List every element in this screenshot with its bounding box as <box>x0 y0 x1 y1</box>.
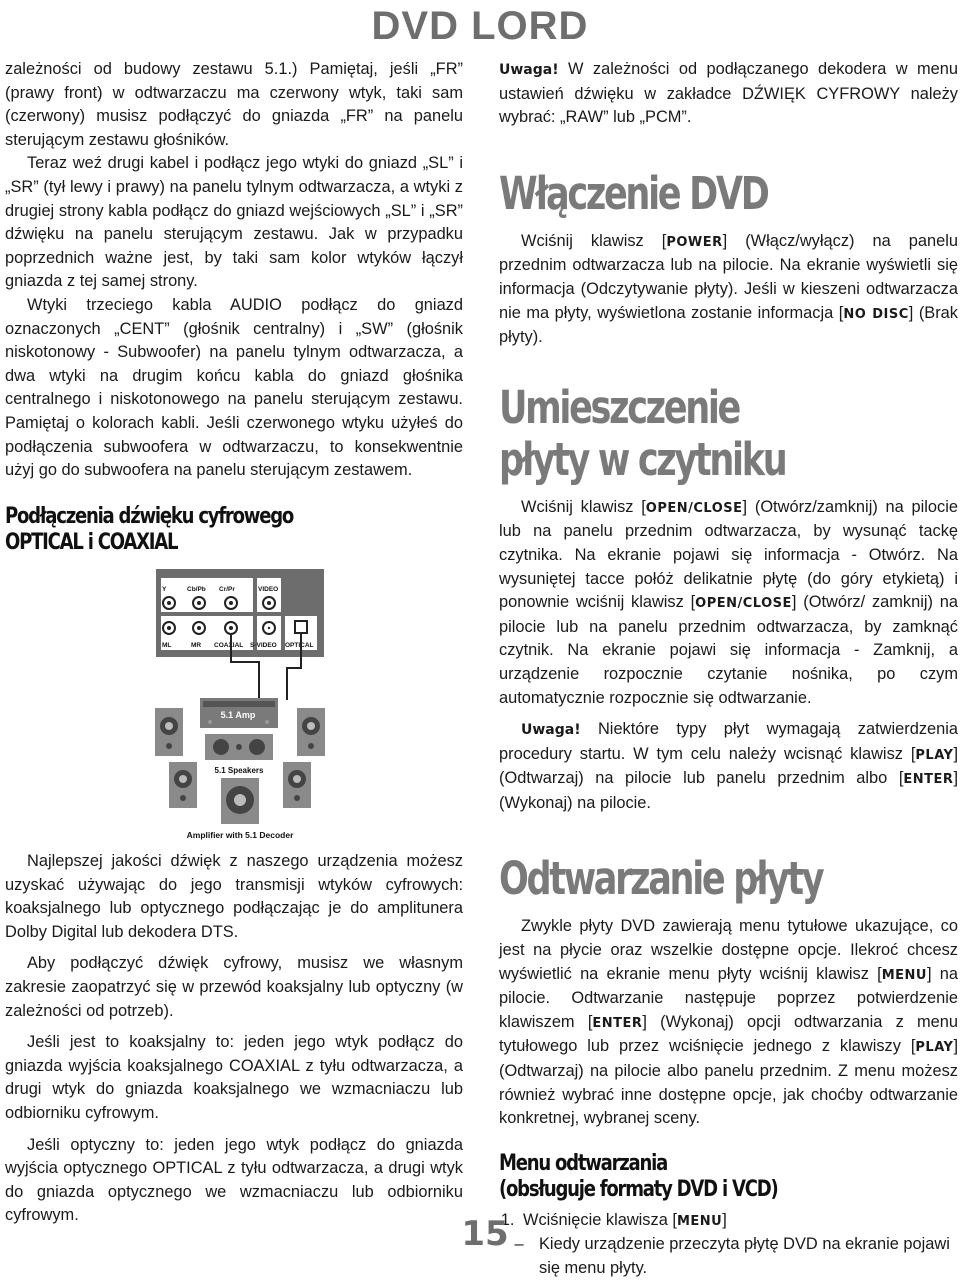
text-run: ] (Brak płyty). <box>499 303 958 347</box>
jack-label-svideo: S-VIDEO <box>250 642 277 649</box>
text-run: ] (Wykonaj) opcji odtwarzania z menu tytułowego lub przez wciśnięcie jednego z klawiszy [ <box>499 1012 958 1056</box>
text-run: ] na pilocie. Odtwarzanie następuje poprzez potwierdzenie klawiszem [ <box>499 964 958 1031</box>
connection-diagram <box>155 568 325 849</box>
text-run: ] (Odtwarzaj) na pilocie albo panelu przednim. Z menu możesz również wybrać inne dostępne opcje, jak choćby odtwarzanie konkretnej, wybranej sceny. <box>499 1037 958 1128</box>
note-paragraph <box>499 58 958 130</box>
section-title-menu <box>499 1151 958 1203</box>
text-run: Wciśnij klawisz [ <box>521 497 646 516</box>
key-play: PLAY <box>915 1040 954 1056</box>
speaker-front-left <box>155 708 183 756</box>
text-run: ] (Wykonaj) na pilocie. <box>499 769 958 812</box>
subwoofer <box>221 778 259 824</box>
paragraph <box>499 230 958 350</box>
right-column <box>499 58 958 1281</box>
jack-label-coaxial: COAXIAL <box>214 642 244 649</box>
jack-label-y: Y <box>162 586 167 593</box>
note-label: Uwaga! <box>499 62 559 78</box>
note-text: W zależności od podłączanego dekodera w menu ustawień dźwięku w zakładce DŹWIĘK CYFROWY należy wybrać: „RAW” lub „PCM”. <box>499 60 958 127</box>
dash-text: Kiedy urządzenie przeczyta płytę DVD na ekranie pojawi się menu płyty. <box>539 1235 950 1277</box>
paragraph: Aby podłączyć dźwięk cyfrowy, musisz we własnym zakresie zaopatrzyć się w przewód koaksjalny lub optyczny (w zależności od potrzeb). <box>5 954 463 1020</box>
jack-label-ml: ML <box>162 642 172 649</box>
jack-label-cr: Cr/Pr <box>219 586 235 593</box>
text-run: Wciśnij klawisz [ <box>521 231 667 250</box>
jack-label-cb: Cb/Pb <box>187 586 206 593</box>
speaker-center <box>205 734 273 760</box>
paragraph: Wtyki trzeciego kabla AUDIO podłącz do gniazd oznaczonych „CENT” (głośnik centralny) i „SW” (głośnik niskotonowy - Subwoofer) na panelu tylnym odtwarzacza, a dwa wtyki na drugim końcu kabla do gniazd głośnika centralnego i niskotonowego na panelu sterującym zestawu. Pamiętaj o kolorach kabli. Jeśli czerwonego wtyku użyłeś do podłączenia subwoofera w odtwarzaczu, to konsekwentnie użyj go do subwoofera na panelu sterującym zestawem. <box>5 295 463 480</box>
speakers-label: 5.1 Speakers <box>214 766 264 775</box>
key-enter: ENTER <box>903 772 954 788</box>
text-run: ] (Odtwarzaj) na pilocie lub panelu przednim albo [ <box>499 744 958 788</box>
note-label: Uwaga! <box>521 722 581 739</box>
jack-label-optical: OPTICAL <box>285 642 314 649</box>
section-title-power: Włączenie DVD <box>499 166 768 220</box>
key-no-disc: NO DISC <box>843 306 909 322</box>
key-menu: MENU <box>676 1213 723 1229</box>
heading-line: Menu odtwarzania <box>499 1150 668 1176</box>
key-open-close: OPEN/CLOSE <box>645 500 743 516</box>
text-run: ] <box>722 1210 727 1229</box>
heading-line: OPTICAL i COAXIAL <box>5 529 178 555</box>
amp-label: 5.1 Amp <box>220 710 256 720</box>
jack-label-video: VIDEO <box>258 586 279 593</box>
paragraph: Najlepszej jakości dźwięk z naszego urządzenia możesz uzyskać używając do jego transmisji wtyków cyfrowych: koaksjalnego lub optycznego podłączając je do amplitunera Dolby Digital lub dekodera DTS. <box>5 852 463 941</box>
paragraph: zależności od budowy zestawu 5.1.) Pamiętaj, jeśli „FR” (prawy front) w odtwarzaczu ma czerwony wtyk, taki sam (czerwony) musisz podłączyć do gniazda „FR” na panelu sterującym zestawu głośników. <box>5 60 463 149</box>
key-open-close: OPEN/CLOSE <box>695 596 792 612</box>
key-enter: ENTER <box>592 1015 643 1031</box>
dash-mark: – <box>514 1235 524 1254</box>
speaker-rear-right <box>283 762 311 808</box>
heading-line: (obsługuje formaty DVD i VCD) <box>499 1176 778 1202</box>
text-run: ] (Włącz/wyłącz) na panelu przednim odtwarzacza lub na pilocie. Na ekranie wyświetli się informacja (Odczytywanie płyty). Jeśli w kieszeni odtwarzacza nie ma płyty, wyświetlona zostanie informacja [ <box>499 231 958 322</box>
section-title-disc <box>499 382 958 486</box>
figure-caption: Amplifier with 5.1 Decoder <box>186 830 294 840</box>
digital-audio-heading <box>5 504 463 556</box>
key-menu: MENU <box>881 967 927 983</box>
heading-line: Podłączenia dźwięku cyfrowego <box>5 503 294 529</box>
text-run: ] (Otwórz/ zamknij) na pilocie lub na panelu przednim odtwarzacza, by zamknąć czytnik. Na ekranie pojawi się informacja - Zamknij, a urządzenie rozpocznie czytanie nośnika, po czym automatycznie rozpocznie się odtwarzanie. <box>499 593 958 707</box>
section-title-play: Odtwarzanie płyty <box>499 852 823 906</box>
note-paragraph <box>499 718 958 815</box>
heading-line: płyty w czytniku <box>499 432 786 486</box>
left-column-lower <box>5 850 463 1228</box>
paragraph <box>499 496 958 710</box>
text-run: Zwykle płyty DVD zawierają menu tytułowe ukazujące, co jest na płycie oraz wszelkie dostępne opcje. Ilekroć chcesz wyświetlić na ekranie menu płyty wciśnij klawisz [ <box>499 917 958 983</box>
jack-label-mr: MR <box>191 642 202 649</box>
page-number: 15 <box>461 1214 509 1254</box>
paragraph: Jeśli jest to koaksjalny to: jeden jego wtyk podłącz do gniazda wyjścia koaksjalnego COAXIAL z tyłu odtwarzacza, a drugi wtyk do gniazda koaksjalnego we wzmacniaczu lub odbiorniku cyfrowym. <box>5 1033 463 1122</box>
text-run: Niektóre typy płyt wymagają zatwierdzenia procedury startu. W tym celu należy wcisnąć klawisz [ <box>499 720 958 763</box>
speaker-rear-left <box>169 762 197 808</box>
speaker-front-right <box>297 708 325 756</box>
menu-steps <box>499 1209 958 1234</box>
text-run: Wciśnięcie klawisza [ <box>523 1210 677 1229</box>
key-play: PLAY <box>915 747 954 763</box>
paragraph: Teraz weź drugi kabel i podłącz jego wtyki do gniazd „SL” i „SR” (tył lewy i prawy) na panelu tylnym odtwarzacza, a wtyki z drugiej strony kabla podłącz do gniazd wejściowych „SL” i „SR” dźwięku na panelu sterującym zestawu. Jak w przypadku poprzednich ważne jest, by taki sam kolor wtyków łączył gniazda z tej samej strony. <box>5 154 463 291</box>
key-power: POWER <box>666 234 723 250</box>
heading-line: Umieszczenie <box>499 380 740 434</box>
brand-title: DVD LORD <box>371 4 589 48</box>
dash-item <box>499 1233 958 1280</box>
paragraph: Jeśli optyczny to: jeden jego wtyk podłącz do gniazda wyjścia optycznego OPTICAL z tyłu odtwarzacza, a drugi wtyk do gniazda optycznego we wzmacniaczu lub odbiorniku cyfrowym. <box>5 1135 463 1225</box>
list-item <box>519 1209 958 1234</box>
paragraph <box>499 915 958 1130</box>
left-column <box>5 58 463 556</box>
text-run: ] (Otwórz/zamknij) na pilocie lub na panelu przednim odtwarzacza, by wysunąć tackę czytnika. Na ekranie pojawi się informacja - Otwórz. Na wysuniętej tacce połóż delikatnie płytę (do góry etykietą) i ponownie wciśnij klawisz [ <box>499 497 958 612</box>
